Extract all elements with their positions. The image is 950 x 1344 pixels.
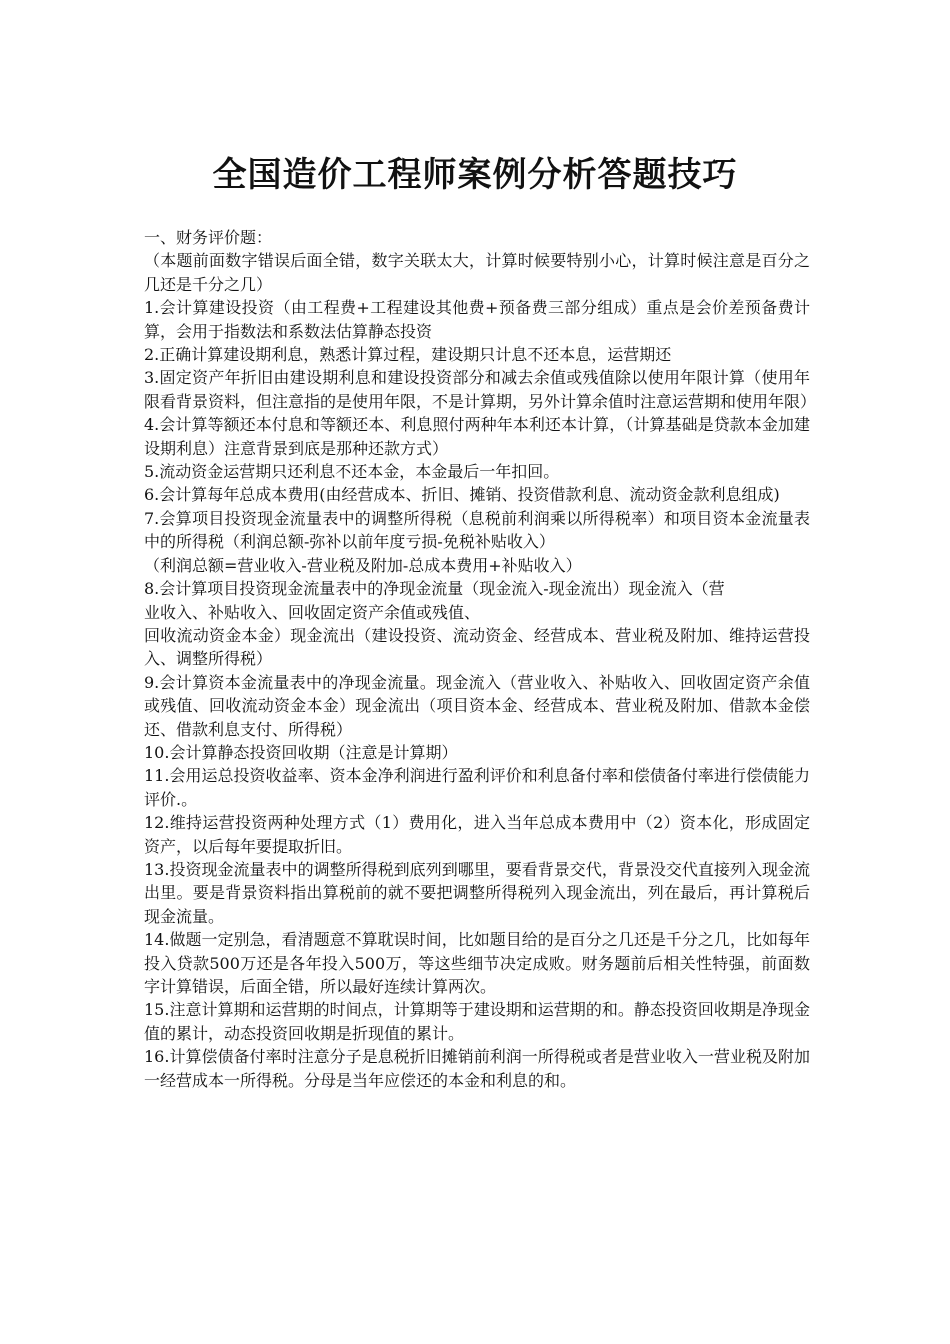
paragraph: 5.流动资金运营期只还利息不还本金，本金最后一年扣回。 (144, 462, 560, 482)
paragraph: 1.会计算建设投资（由工程费+工程建设其他费+预备费三部分组成）重点是会价差预备费计算，会用于指数法和系数法估算静态投资 (144, 298, 810, 341)
paragraph: 6.会计算每年总成本费用(由经营成本、折旧、摊销、投资借款利息、流动资金款利息组成) (144, 485, 780, 505)
document-title: 全国造价工程师案例分析答题技巧 (212, 155, 738, 195)
paragraph: 14.做题一定别急，看清题意不算耽误时间，比如题目给的是百分之几还是千分之几，比如每年投入贷款500万还是各年投入500万，等这些细节决定成败。财务题前后相关性特强，前面数字计算错误，后面全错，所以最好连续计算两次。 (144, 930, 810, 996)
paragraph: 回收流动资金本金）现金流出（建设投资、流动资金、经营成本、营业税及附加、维持运营投入、调整所得税） (144, 625, 810, 669)
document-body (144, 226, 817, 1092)
paragraph: 11.会用运总投资收益率、资本金净利润进行盈利评价和利息备付率和偿债备付率进行偿债能力评价.。 (144, 766, 810, 809)
paragraph: 3.固定资产年折旧由建设期利息和建设投资部分和减去余值或残值除以使用年限计算（使用年限看背景资料，但注意指的是使用年限，不是计算期，另外计算余值时注意运营期和使用年限） (144, 368, 817, 411)
paragraph: （本题前面数字错误后面全错，数字关联太大，计算时候要特别小心，计算时候注意是百分之几还是千分之几） (144, 251, 810, 294)
paragraph: 8.会计算项目投资现金流量表中的净现金流量（现金流入-现金流出）现金流入（营 (144, 579, 725, 599)
paragraph: 16.计算偿债备付率时注意分子是息税折旧摊销前利润一所得税或者是营业收入一营业税及附加一经营成本一所得税。分母是当年应偿还的本金和利息的和。 (144, 1047, 810, 1090)
paragraph: 9.会计算资本金流量表中的净现金流量。现金流入（营业收入、补贴收入、回收固定资产余值或残值、回收流动资金本金）现金流出（项目资本金、经营成本、营业税及附加、借款本金偿还、借款利息支付、所得税） (144, 672, 810, 739)
paragraph: 13.投资现金流量表中的调整所得税到底列到哪里，要看背景交代，背景没交代直接列入现金流出里。要是背景资料指出算税前的就不要把调整所得税列入现金流出，列在最后，再计算税后现金流量。 (144, 859, 810, 926)
paragraph: 7.会算项目投资现金流量表中的调整所得税（息税前利润乘以所得税率）和项目资本金流量表中的所得税（利润总额-弥补以前年度亏损-免税补贴收入） (144, 508, 810, 552)
paragraph: 4.会计算等额还本付息和等额还本、利息照付两种年本利还本计算，（计算基础是贷款本金加建设期利息）注意背景到底是那种还款方式） (144, 415, 810, 458)
paragraph: 业收入、补贴收入、回收固定资产余值或残值、 (144, 602, 481, 622)
paragraph: 15.注意计算期和运营期的时间点，计算期等于建设期和运营期的和。静态投资回收期是净现金值的累计，动态投资回收期是折现值的累计。 (144, 1000, 810, 1043)
section-heading: 一、财务评价题： (144, 228, 273, 247)
paragraph: 10.会计算静态投资回收期（注意是计算期） (144, 742, 458, 762)
paragraph: （利润总额=营业收入-营业税及附加-总成本费用+补贴收入） (144, 555, 582, 575)
paragraph: 12.维持运营投资两种处理方式（1）费用化，进入当年总成本费用中（2）资本化，形成固定资产，以后每年要提取折旧。 (144, 813, 810, 856)
paragraph: 2.正确计算建设期利息，熟悉计算过程，建设期只计息不还本息，运营期还 (144, 345, 672, 365)
